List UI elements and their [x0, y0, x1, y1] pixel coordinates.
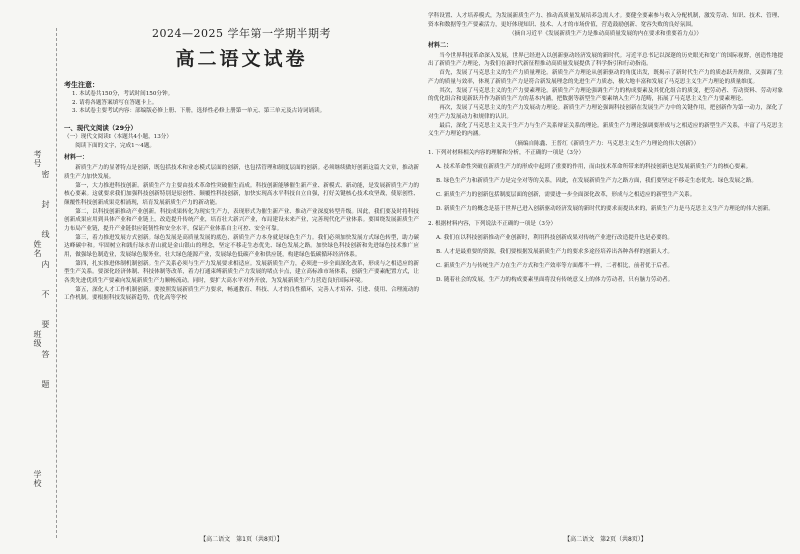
material-one-heading: 材料一：: [64, 153, 89, 161]
page-one-footer: 【高二语文 第1页（共8页）】: [200, 536, 283, 543]
option-c: C. 新质生产力的创新包括制度层面的创新，需要进一步全面深化改革，形成与之相适应的新型生产关系。: [436, 192, 696, 199]
seal-char: 封: [41, 200, 50, 209]
kaohao-label: 考号: [33, 150, 42, 168]
option-b: B. 绿色生产力和新质生产力是完全对等的关系，因此，在发展新质生产力之路方面，我们要坚定不移走生态优先、绿色发展之路。: [436, 178, 757, 185]
page-two: [428, 12, 783, 532]
question-2: 2. 根据材料内容，下列说法不正确的一项是（3分）: [428, 220, 557, 227]
paragraph: 第一，大力推进科技创新。新质生产力主要由技术革命性突破催生而成。科技创新能够催生新产业、新模式、新动能，是发展新质生产力的核心要素。这就要求我们加强科技创新特别是原创性、颠覆性科技创新，加快实现高水平科技自立自强，打好关键核心技术攻坚战，使原创性、颠覆性科技创新成果竞相涌现，培育发展新质生产力的新动能。: [64, 182, 419, 206]
option-c: C. 新质生产力与传统生产力在生产方式和生产效率等方面都不一样，二者相比，前者优于后者。: [436, 262, 673, 269]
paragraph: 其次，发展了马克思主义的生产力要素理论。新质生产力理论强调生产力的构成要素及其优化组合的质变，把劳动者、劳动资料、劳动对象的优化组合和更新跃升作为新质生产力的基本内涵，把数据等新型生产要素纳入生产力范畴，拓展了马克思主义生产力要素理论。: [428, 87, 783, 103]
source-citation: （摘自习近平《发展新质生产力是推动高质量发展的内在要求和重要着力点》）: [509, 31, 702, 37]
paragraph: 第三，着力推进发展方式创新。绿色发展是高质量发展的底色，新质生产力本身就是绿色生产力。我们必须加快发展方式绿色转型，助力碳达峰碳中和。牢固树立和践行绿水青山就是金山银山的理念，坚定不移走生态优先、绿色发展之路。加快绿色科技创新和先进绿色技术推广应用，做强绿色制造业，发展绿色服务业，壮大绿色能源产业，发展绿色低碳产业和供应链，构建绿色低碳循环经济体系。: [64, 234, 419, 258]
binding-margin: [0, 0, 62, 554]
seal-char: 要: [41, 320, 50, 329]
seal-char: 线: [41, 230, 50, 239]
seal-char: 答: [41, 350, 50, 359]
source-citation: （摘编自陈鑫、王普红《新质生产力：马克思主义生产力理论的伟大创新》）: [511, 140, 700, 147]
option-d: D. 新质生产力的概念是基于世界已进入创新驱动经济发展的新时代的要求而提出来的，新质生产力是马克思主义生产力理论的伟大创新。: [436, 206, 774, 213]
paragraph: 最后，深化了马克思主义关于生产力与生产关系辩证关系的理论。新质生产力理论强调要形成与之相适应的新型生产关系，丰富了马克思主义生产力理论的内涵。: [428, 122, 783, 138]
paragraph: 再次，发展了马克思主义的生产力发展动力理论。新质生产力理论强调科技创新在发展生产力中的关键作用，把创新作为第一动力，深化了对生产力发展动力和规律的认识。: [428, 105, 783, 120]
notice-heading: 考生注意：: [64, 80, 99, 89]
seal-char: 内: [41, 260, 50, 269]
material-two-heading: 材料二：: [428, 41, 453, 49]
page-two-footer: 【高二语文 第2页（共8页）】: [564, 536, 647, 543]
option-a: A. 我们在以科技创新推动产业创新时，利用科技创新成果对传统产业进行改造提升也是必要的。: [436, 234, 673, 241]
subsection-heading: （一）现代文阅读Ⅰ（本题共4小题，13分）: [64, 134, 172, 141]
option-a: A. 技术革命性突破在新质生产力的形成中起到了重要的作用，而由技术革命所带来的科技创新也是发展新质生产力的核心要素。: [436, 164, 752, 171]
paragraph: 学科设置、人才培养模式，为发展新质生产力、推动高质量发展培养急需人才。要健全要素参与收入分配机制，激发劳动、知识、技术、管理、资本和数据等生产要素活力，更好体现知识、技术、人才的市场价值，营造鼓励创新、宽容失败的良好氛围。: [428, 13, 783, 28]
binding-dashed-line: [56, 28, 57, 538]
section-heading: 一、现代文阅读（29分）: [64, 123, 137, 132]
paragraph: 第五，深化人才工作机制创新。要按照发展新质生产力要求，畅通教育、科技、人才的良性循环，完善人才培养、引进、使用、合理流动的工作机制。要根据科技发展新趋势，优化高等学校: [64, 286, 419, 302]
paragraph: 第四，扎实推进体制机制创新。生产关系必须与生产力发展要求相适应。发展新质生产力，必须进一步全面深化改革，形成与之相适应的新型生产关系。要深化经济体制、科技体制等改革，着力打通束缚新质生产力发展的堵点卡点，建立高标准市场体系，创新生产要素配置方式，让各类先进优质生产要素向发展新质生产力顺畅流动。同时，要扩大高水平对外开放，为发展新质生产力营造良好国际环境。: [64, 260, 419, 284]
reading-instruction: 阅读下面的文字，完成1～4题。: [75, 143, 156, 150]
paragraph: 新质生产力的显著特点是创新，既包括技术和业态模式层面的创新，也包括管理和制度层面的创新。必须继续做好创新这篇大文章，推动新质生产力加快发展。: [64, 165, 419, 180]
seal-char: 题: [41, 380, 50, 389]
question-1: 1. 下列对材料相关内容的理解和分析，不正确的一项是（3分）: [428, 150, 585, 157]
paragraph: 首先，发展了马克思主义的生产力质量理论。新质生产力理论从创新驱动的角度出发，既揭示了新时代生产力的质态跃升规律，又强调了生产力的质量与效率，体现了新质生产力是符合新发展理念的先进生产力质态，极大地丰富和发展了马克思主义生产力理论的质量维度。: [428, 70, 783, 85]
paragraph: 当今世界科技革命深入发展，世界已经进入以创新驱动经济发展的新时代。习近平总书记以深邃的历史眼光和宽广的国际视野，创造性地提出了新质生产力理论，为我们在新时代新征程推动高质量发展提供了科学指引和行动指南。: [428, 52, 783, 68]
seal-char: 密: [41, 170, 50, 179]
xuexiao-label: 学校: [33, 470, 42, 488]
notice-item: 3. 本试卷主要考试内容：部编版必修上册、下册，选择性必修上册第一单元、第三单元及古诗词诵读。: [72, 108, 326, 115]
paragraph: 第二，以科技创新推动产业创新。科技成果转化为现实生产力，表现形式为催生新产业、推动产业深度转型升级。因此，我们要及时将科技创新成果应用到具体产业和产业链上，改造提升传统产业，培育壮大新兴产业，布局建设未来产业，完善现代化产业体系。要围绕发展新质生产力布局产业链，提升产业链供应链韧性和安全水平，保证产业体系自主可控、安全可靠。: [64, 208, 419, 232]
exam-year: 2024—2025 学年第一学期半期考: [152, 27, 331, 40]
exam-title: 高二语文试卷: [175, 47, 308, 70]
option-b: B. 人才是最重要的资源，我们要根据发展新质生产力的要求多途径培养出各种各样的创新人才。: [436, 248, 674, 255]
xingming-label: 姓名: [33, 240, 42, 258]
banji-label: 班级: [33, 330, 42, 348]
notice-item: 2. 请将各题答案填写在答题卡上。: [72, 99, 158, 106]
seal-char: 不: [41, 290, 50, 299]
page-one: [64, 12, 419, 532]
option-d: D. 随着社会的发展，生产力的构成要素里面将没有传统意义上的体力劳动者，只有脑力劳动者。: [436, 276, 674, 283]
notice-item: 1. 本试卷共150分，考试时间150分钟。: [72, 91, 174, 98]
